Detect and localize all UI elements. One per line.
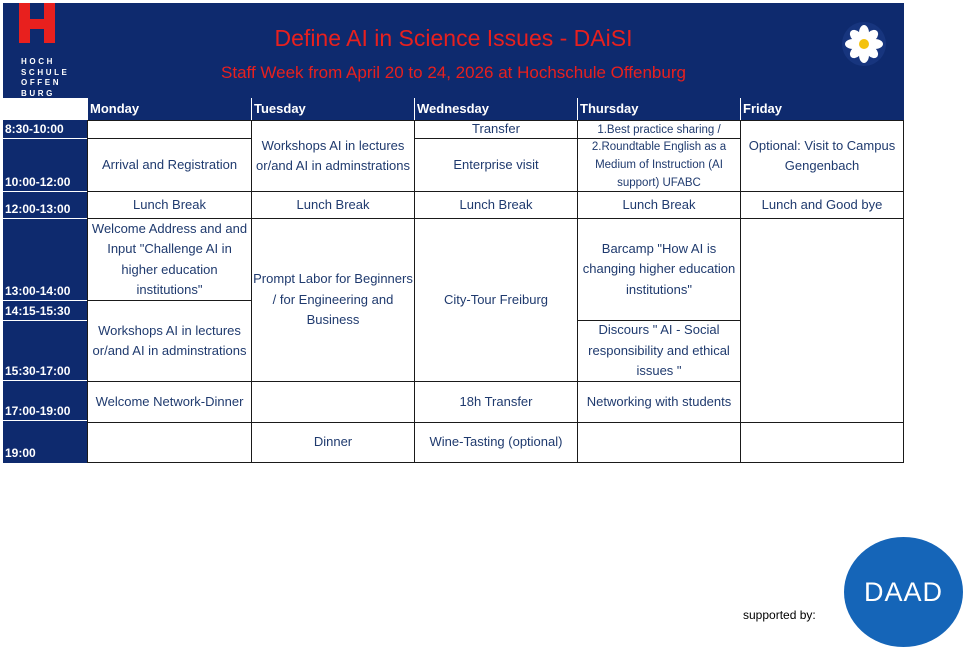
cell-tuesday-workshops: Workshops AI in lectures or/and AI in adminstrations (251, 120, 415, 192)
day-header-monday: Monday (87, 98, 251, 120)
cell-monday-welcome: Welcome Address and and Input "Challenge AI in higher education institutions" (87, 218, 252, 301)
cell-wednesday-transfer: Transfer (414, 120, 578, 139)
cell-thursday-best-practice: 1.Best practice sharing / (577, 120, 741, 139)
logo-text: HOCH SCHULE OFFEN BURG (21, 57, 70, 98)
cell-thursday-networking: Networking with students (577, 381, 741, 423)
cell-friday-afternoon (740, 218, 904, 423)
cell-wednesday-wine: Wine-Tasting (optional) (414, 422, 578, 463)
time-label: 13:00-14:00 (5, 284, 71, 298)
day-header-thursday: Thursday (577, 98, 740, 120)
supported-by-label: supported by: (743, 608, 816, 622)
day-header-wednesday: Wednesday (414, 98, 577, 120)
cell-tuesday-dinner: Dinner (251, 422, 415, 463)
day-header-tuesday: Tuesday (251, 98, 414, 120)
cell-monday-1900 (87, 422, 252, 463)
cell-wednesday-enterprise: Enterprise visit (414, 138, 578, 192)
daisy-flower-icon (841, 21, 887, 67)
time-label: 15:30-17:00 (5, 364, 71, 378)
cell-monday-workshops: Workshops AI in lectures or/and AI in adminstrations (87, 300, 252, 382)
cell-wednesday-city-tour: City-Tour Freiburg (414, 218, 578, 382)
header-band (3, 3, 904, 98)
page-title: Define AI in Science Issues - DAiSI (274, 25, 633, 51)
schedule-table (3, 98, 904, 463)
time-label: 14:15-15:30 (5, 304, 71, 318)
cell-tuesday-1700 (251, 381, 415, 423)
page-subtitle: Staff Week from April 20 to 24, 2026 at Hochschule Offenburg (221, 63, 686, 82)
cell-wednesday-lunch: Lunch Break (414, 191, 578, 219)
cell-tuesday-prompt-labor: Prompt Labor for Beginners / for Engineering and Business (251, 218, 415, 382)
cell-monday-arrival: Arrival and Registration (87, 138, 252, 192)
time-label: 17:00-19:00 (5, 404, 71, 418)
cell-monday-0830 (87, 120, 252, 139)
cell-thursday-1900 (577, 422, 741, 463)
cell-friday-1900 (740, 422, 904, 463)
time-label: 12:00-13:00 (5, 202, 71, 216)
day-header-friday: Friday (740, 98, 904, 120)
cell-monday-lunch: Lunch Break (87, 191, 252, 219)
time-label: 19:00 (5, 446, 36, 460)
cell-thursday-discours: Discours " AI - Social responsibility and ethical issues " (577, 320, 741, 382)
cell-tuesday-lunch: Lunch Break (251, 191, 415, 219)
cell-wednesday-transfer-18h: 18h Transfer (414, 381, 578, 423)
cell-monday-dinner: Welcome Network-Dinner (87, 381, 252, 423)
cell-thursday-roundtable: 2.Roundtable English as a Medium of Instruction (AI support) UFABC (577, 138, 741, 192)
daad-logo: DAAD (844, 537, 963, 647)
time-label: 10:00-12:00 (5, 175, 71, 189)
time-label: 8:30-10:00 (5, 122, 64, 136)
cell-friday-visit: Optional: Visit to Campus Gengenbach (740, 120, 904, 192)
cell-friday-lunch: Lunch and Good bye (740, 191, 904, 219)
cell-thursday-lunch: Lunch Break (577, 191, 741, 219)
cell-thursday-barcamp: Barcamp "How AI is changing higher education institutions" (577, 218, 741, 321)
time-column (3, 120, 87, 463)
